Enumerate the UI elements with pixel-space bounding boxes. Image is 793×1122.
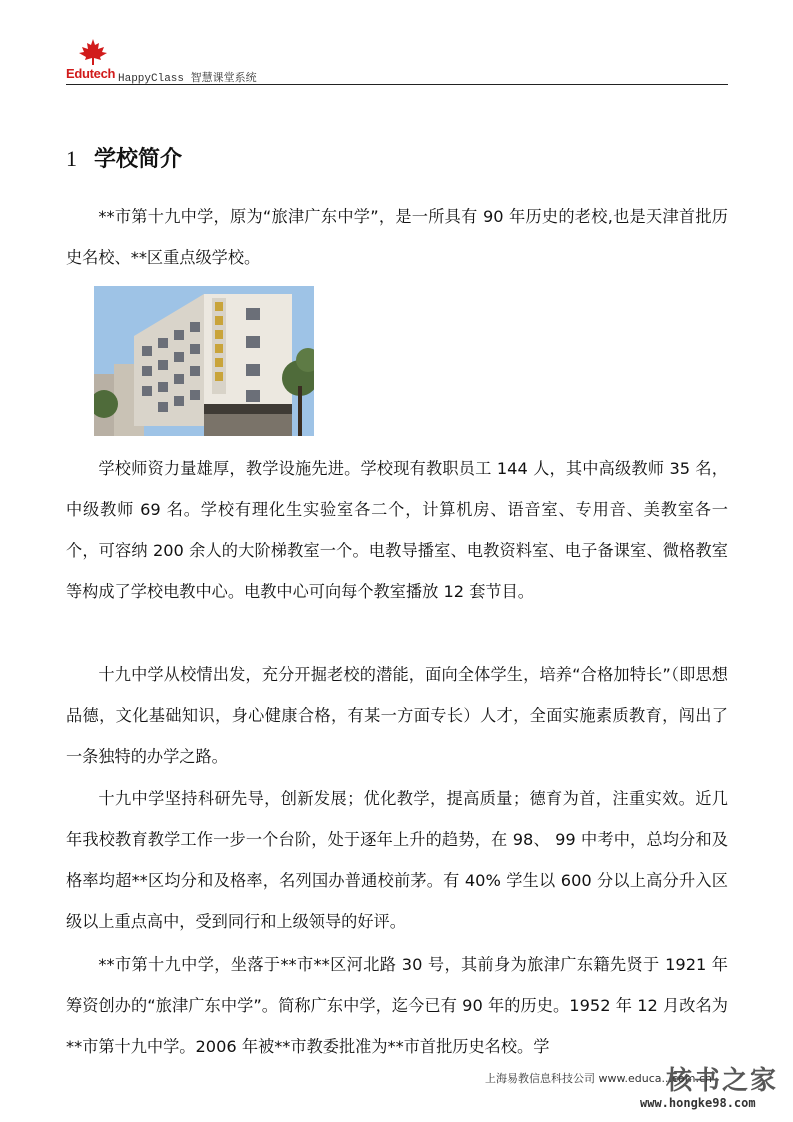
site-watermark (640, 1060, 780, 1116)
edutech-logo (66, 36, 122, 84)
header-title: HappyClass 智慧课堂系统 (118, 73, 257, 85)
paragraph-philosophy: 十九中学从校情出发，充分开掘老校的潜能，面向全体学生，培养“合格加特长”（即思想品德，文化基础知识，身心健康合格，有某一方面专长）人才，全面实施素质教育，闯出了一条独特的办学之路。 (66, 665, 728, 766)
paragraph-history: **市第十九中学，坐落于**市**区河北路 30 号，其前身为旅津广东籍先贤于 1921 年筹资创办的“旅津广东中学”。简称广东中学，迄今已有 90 年的历史。1952 年 12 月改名为**市第十九中学。2006 年被**市教委批准为**市首批历史名校。学 (66, 955, 728, 1056)
section-number: 1 (66, 146, 77, 171)
watermark-url: www.hongke98.com (640, 1096, 756, 1110)
maple-leaf-icon (78, 38, 108, 66)
header-divider (66, 84, 728, 85)
page-header (66, 36, 728, 86)
watermark-title: 核书之家 (666, 1066, 779, 1096)
section-title: 学校简介 (94, 147, 183, 172)
footer-company: 上海易教信息科技公司 www.educa...com.cn (485, 1072, 712, 1085)
paragraph-intro: **市第十九中学，原为“旅津广东中学”，是一所具有 90 年历史的老校,也是天津首批历史名校、**区重点级学校。 (66, 207, 728, 267)
paragraph-achievements: 十九中学坚持科研先导，创新发展；优化教学，提高质量；德育为首，注重实效。近几年我校教育教学工作一步一个台阶，处于逐年上升的趋势，在 98、 99 中考中，总均分和及格率均超**区均分和及格率，名列国办普通校前茅。有 40% 学生以 600 分以上高分升入区级以上重点高中，受到同行和上级领导的好评。 (66, 789, 728, 931)
school-building-photo (94, 286, 314, 436)
paragraph-faculty: 学校师资力量雄厚，教学设施先进。学校现有教职员工 144 人，其中高级教师 35 名，中级教师 69 名。学校有理化生实验室各二个，计算机房、语音室、专用音、美教室各一个，可容纳 200 余人的大阶梯教室一个。电教导播室、电教资料室、电子备课室、微格教室等构成了学校电教中心。电教中心可向每个教室播放 12 套节目。 (66, 459, 728, 601)
section-heading (66, 142, 182, 173)
logo-text: Edutech (66, 66, 116, 81)
